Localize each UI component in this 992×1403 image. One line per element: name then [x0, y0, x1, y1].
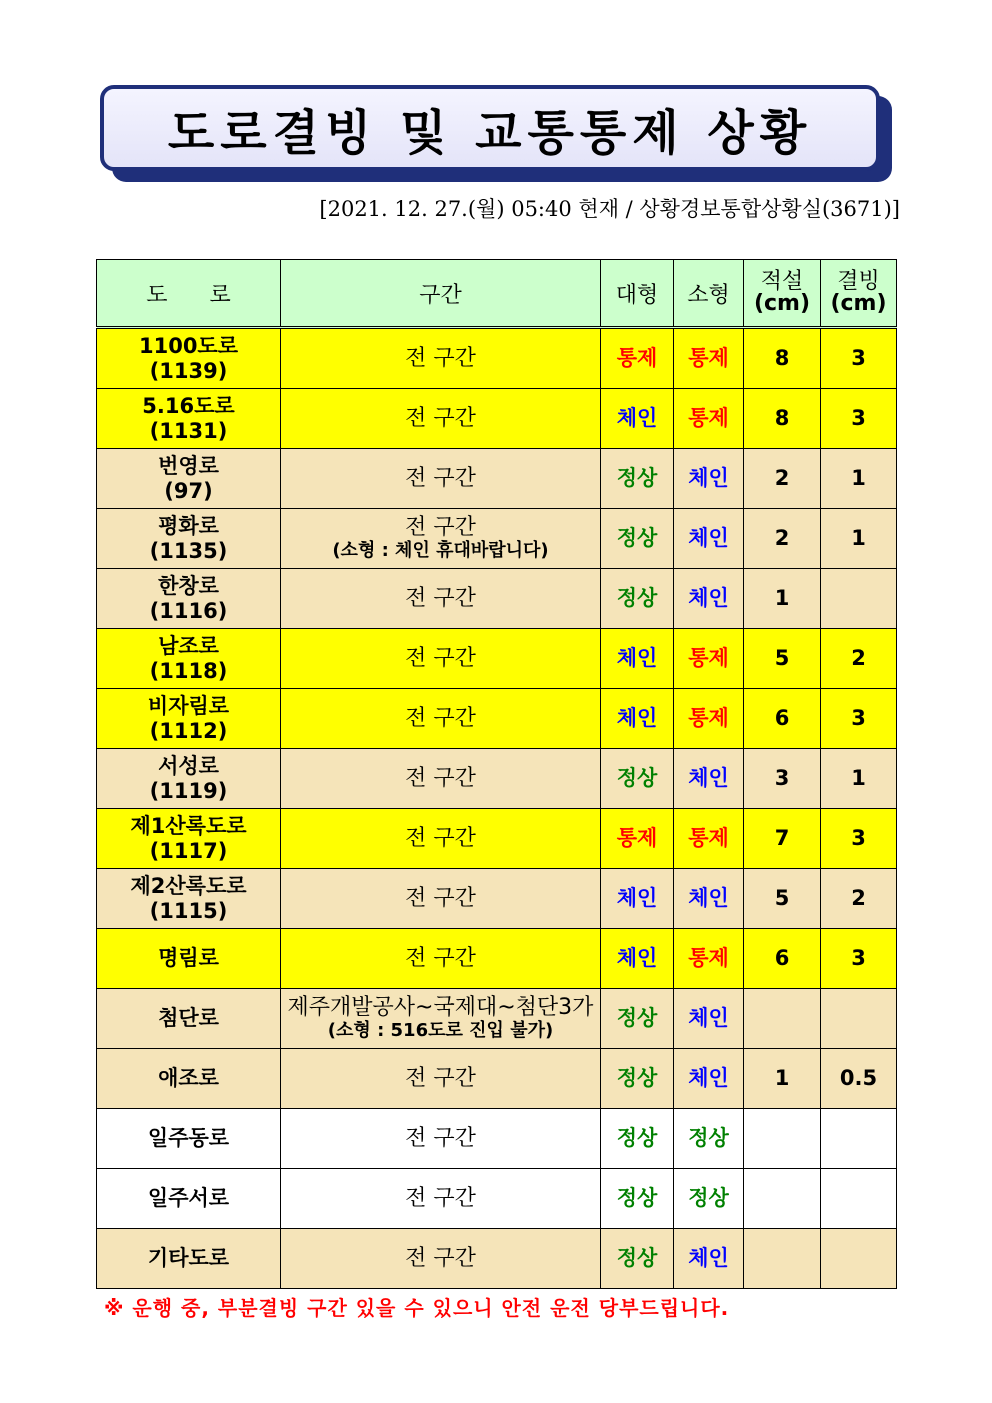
table-row: [97, 389, 897, 449]
road-name: 1100도로: [138, 333, 239, 358]
section-text: 전 구간: [405, 1246, 476, 1271]
header-snow: 적설 (cm): [744, 260, 821, 328]
small-vehicle-status: 통제: [674, 328, 744, 389]
section-text: 전 구간: [405, 766, 476, 791]
snow-depth-cell: 6: [744, 689, 821, 749]
road-name: 서성로: [158, 753, 219, 778]
road-name-cell: [97, 749, 281, 809]
ice-depth-cell: 3: [821, 929, 897, 989]
large-vehicle-status: 정상: [601, 509, 674, 569]
section-cell: [281, 749, 601, 809]
small-vehicle-status: 정상: [674, 1169, 744, 1229]
section-cell: [281, 929, 601, 989]
ice-depth-cell: [821, 1229, 897, 1289]
road-name-cell: [97, 1109, 281, 1169]
road-number: (1116): [149, 598, 228, 623]
road-name-cell: [97, 869, 281, 929]
large-vehicle-status: 정상: [601, 1049, 674, 1109]
small-vehicle-status: 통제: [674, 809, 744, 869]
large-vehicle-status: 정상: [601, 1109, 674, 1169]
ice-depth-cell: 2: [821, 869, 897, 929]
section-cell: [281, 1049, 601, 1109]
large-vehicle-status: 정상: [601, 1169, 674, 1229]
road-name-cell: [97, 629, 281, 689]
snow-depth-cell: 8: [744, 328, 821, 389]
small-vehicle-status: 체인: [674, 869, 744, 929]
table-row: [97, 869, 897, 929]
snow-depth-cell: 1: [744, 1049, 821, 1109]
table-row: [97, 569, 897, 629]
table-row: [97, 509, 897, 569]
section-text: 전 구간: [405, 826, 476, 851]
road-name-cell: [97, 389, 281, 449]
snow-depth-cell: 6: [744, 929, 821, 989]
small-vehicle-status: 체인: [674, 449, 744, 509]
section-text: 전 구간: [405, 946, 476, 971]
table-header-row: [97, 260, 897, 328]
snow-depth-cell: 2: [744, 509, 821, 569]
snow-depth-cell: [744, 1109, 821, 1169]
road-name: 5.16도로: [142, 393, 235, 418]
section-text: 전 구간: [405, 515, 476, 540]
large-vehicle-status: 체인: [601, 629, 674, 689]
table-row: [97, 449, 897, 509]
road-name-cell: [97, 328, 281, 389]
section-cell: [281, 989, 601, 1049]
snow-depth-cell: [744, 989, 821, 1049]
section-cell: [281, 389, 601, 449]
section-cell: [281, 509, 601, 569]
road-number: (1115): [149, 898, 228, 923]
table-row: [97, 1109, 897, 1169]
small-vehicle-status: 통제: [674, 929, 744, 989]
road-status-table: [96, 259, 897, 1289]
snow-depth-cell: 3: [744, 749, 821, 809]
section-text: 전 구간: [405, 886, 476, 911]
road-name-cell: [97, 1229, 281, 1289]
road-name-cell: [97, 989, 281, 1049]
ice-depth-cell: 3: [821, 809, 897, 869]
road-name: 비자림로: [147, 693, 230, 718]
ice-depth-cell: 2: [821, 629, 897, 689]
road-name: 기타도로: [147, 1246, 230, 1270]
road-number: (1139): [149, 358, 228, 383]
section-text: 전 구간: [405, 646, 476, 671]
small-vehicle-status: 체인: [674, 569, 744, 629]
header-road: 도 로: [97, 260, 281, 328]
road-name: 첨단로: [158, 1006, 219, 1030]
road-name: 제1산록도로: [130, 813, 247, 838]
section-text: 전 구간: [405, 406, 476, 431]
section-note: (소형 : 체인 휴대바랍니다): [332, 540, 549, 561]
road-name: 일주동로: [147, 1126, 230, 1150]
section-cell: [281, 869, 601, 929]
road-number: (1119): [149, 778, 228, 803]
snow-depth-cell: 7: [744, 809, 821, 869]
report-timestamp: [2021. 12. 27.(월) 05:40 현재 / 상황경보통합상황실(3671)]: [319, 197, 900, 221]
section-cell: [281, 328, 601, 389]
small-vehicle-status: 정상: [674, 1109, 744, 1169]
small-vehicle-status: 통제: [674, 689, 744, 749]
large-vehicle-status: 정상: [601, 569, 674, 629]
header-small: 소형: [674, 260, 744, 328]
section-cell: [281, 689, 601, 749]
road-name: 명림로: [158, 946, 219, 970]
road-name: 평화로: [158, 513, 219, 538]
road-name-cell: [97, 809, 281, 869]
table-row: [97, 629, 897, 689]
large-vehicle-status: 체인: [601, 389, 674, 449]
section-text: 전 구간: [405, 586, 476, 611]
ice-depth-cell: 3: [821, 689, 897, 749]
road-number: (1135): [149, 538, 228, 563]
table-row: [97, 689, 897, 749]
road-name-cell: [97, 929, 281, 989]
table-row: [97, 328, 897, 389]
large-vehicle-status: 정상: [601, 1229, 674, 1289]
road-name-cell: [97, 1169, 281, 1229]
section-text: 전 구간: [405, 346, 476, 371]
ice-depth-cell: 1: [821, 449, 897, 509]
large-vehicle-status: 체인: [601, 869, 674, 929]
section-text: 전 구간: [405, 706, 476, 731]
large-vehicle-status: 통제: [601, 809, 674, 869]
section-cell: [281, 809, 601, 869]
ice-depth-cell: 1: [821, 749, 897, 809]
road-name: 남조로: [158, 633, 219, 658]
large-vehicle-status: 체인: [601, 929, 674, 989]
section-text: 전 구간: [405, 1126, 476, 1151]
table-row: [97, 1049, 897, 1109]
page-title: 도로결빙 및 교통통제 상황: [167, 104, 813, 161]
section-cell: [281, 449, 601, 509]
ice-depth-cell: [821, 569, 897, 629]
ice-depth-cell: [821, 1109, 897, 1169]
header-large: 대형: [601, 260, 674, 328]
snow-depth-cell: [744, 1169, 821, 1229]
large-vehicle-status: 정상: [601, 749, 674, 809]
small-vehicle-status: 체인: [674, 509, 744, 569]
section-text: 전 구간: [405, 1186, 476, 1211]
section-cell: [281, 1169, 601, 1229]
snow-depth-cell: 5: [744, 869, 821, 929]
large-vehicle-status: 정상: [601, 989, 674, 1049]
small-vehicle-status: 체인: [674, 749, 744, 809]
road-number: (1118): [149, 658, 228, 683]
road-name: 번영로: [158, 453, 219, 478]
road-number: (1131): [149, 418, 228, 443]
small-vehicle-status: 통제: [674, 389, 744, 449]
snow-depth-cell: 2: [744, 449, 821, 509]
snow-depth-cell: 8: [744, 389, 821, 449]
header-ice: 결빙 (cm): [821, 260, 897, 328]
road-name-cell: [97, 1049, 281, 1109]
road-number: (1112): [149, 718, 228, 743]
ice-depth-cell: [821, 1169, 897, 1229]
ice-depth-cell: 3: [821, 389, 897, 449]
ice-depth-cell: 3: [821, 328, 897, 389]
section-text: 전 구간: [405, 466, 476, 491]
road-number: (1117): [149, 838, 228, 863]
section-note: (소형 : 516도로 진입 불가): [327, 1020, 554, 1041]
ice-depth-cell: 0.5: [821, 1049, 897, 1109]
road-name-cell: [97, 449, 281, 509]
road-name-cell: [97, 689, 281, 749]
table-row: [97, 929, 897, 989]
safety-footnote: ※ 운행 중, 부분결빙 구간 있을 수 있으니 안전 운전 당부드립니다.: [104, 1296, 730, 1320]
road-name-cell: [97, 509, 281, 569]
table-row: [97, 1229, 897, 1289]
road-number: (97): [164, 478, 213, 503]
section-text: 전 구간: [405, 1066, 476, 1091]
road-name: 일주서로: [147, 1186, 230, 1210]
section-text: 제주개발공사~국제대~첨단3가: [287, 995, 594, 1020]
table-row: [97, 1169, 897, 1229]
section-cell: [281, 569, 601, 629]
title-banner: [100, 85, 880, 171]
snow-depth-cell: 1: [744, 569, 821, 629]
section-cell: [281, 1229, 601, 1289]
small-vehicle-status: 통제: [674, 629, 744, 689]
ice-depth-cell: [821, 989, 897, 1049]
small-vehicle-status: 체인: [674, 1049, 744, 1109]
large-vehicle-status: 통제: [601, 328, 674, 389]
ice-depth-cell: 1: [821, 509, 897, 569]
large-vehicle-status: 정상: [601, 449, 674, 509]
table-row: [97, 749, 897, 809]
road-name: 한창로: [158, 573, 219, 598]
snow-depth-cell: 5: [744, 629, 821, 689]
table-row: [97, 989, 897, 1049]
large-vehicle-status: 체인: [601, 689, 674, 749]
road-name: 제2산록도로: [130, 873, 247, 898]
section-cell: [281, 629, 601, 689]
header-section: 구간: [281, 260, 601, 328]
small-vehicle-status: 체인: [674, 989, 744, 1049]
snow-depth-cell: [744, 1229, 821, 1289]
section-cell: [281, 1109, 601, 1169]
road-name-cell: [97, 569, 281, 629]
small-vehicle-status: 체인: [674, 1229, 744, 1289]
table-row: [97, 809, 897, 869]
road-name: 애조로: [158, 1066, 219, 1090]
